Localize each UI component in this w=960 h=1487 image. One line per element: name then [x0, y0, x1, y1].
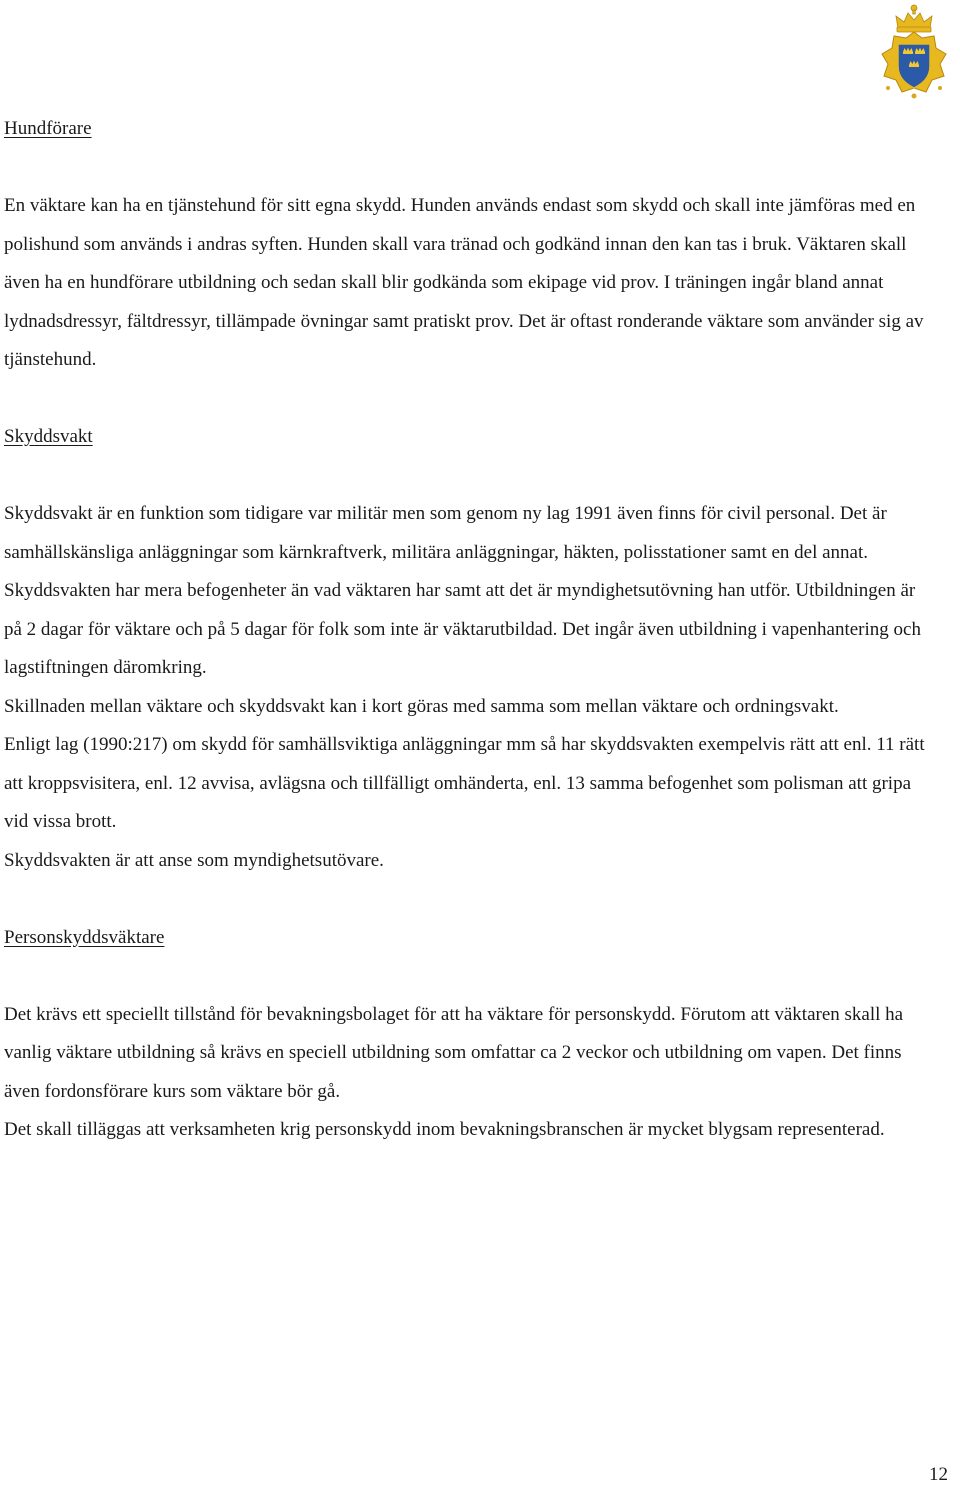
document-body — [4, 110, 934, 1150]
paragraph: Skyddsvakt är en funktion som tidigare var militär men som genom ny lag 1991 även finns för civil personal. Det är samhällskänsliga anläggningar som kärnkraftverk, militära anläggningar, häkten, polisstationer samt en del annat. — [4, 503, 887, 563]
section-heading-skyddsvakt: Skyddsvakt — [4, 426, 93, 447]
paragraph: Skyddsvakten har mera befogenheter än vad väktaren har samt att det är myndighetsutövning han utför. Utbildningen är på 2 dagar för väktare och på 5 dagar för folk som inte är väktarutbildad. Det ingår även utbildning i vapenhantering och lagstiftningen däromkring. — [4, 580, 921, 678]
paragraph: Skyddsvakten är att anse som myndighetsutövare. — [4, 849, 384, 871]
swedish-police-crest-icon — [874, 2, 954, 106]
paragraph: Det skall tilläggas att verksamheten krig personskydd inom bevakningsbranschen är mycket blygsam representerad. — [4, 1119, 885, 1140]
section-heading-hundforare: Hundförare — [4, 118, 92, 139]
paragraph: Enligt lag (1990:217) om skydd för samhällsviktiga anläggningar mm så har skyddsvakten exempelvis rätt att enl. 11 rätt att kroppsvisitera, enl. 12 avvisa, avlägsna och tillfälligt omhänderta, enl. 13 samma befogenhet som polisman att gripa vid vissa brott. — [4, 734, 925, 832]
paragraph: Det krävs ett speciellt tillstånd för bevakningsbolaget för att ha väktare för personskydd. Förutom att väktaren skall ha vanlig väktare utbildning så krävs en speciell utbildning som omfattar ca 2 veckor och utbildning om vapen. Det finns även fordonsförare kurs som väktare bör gå. — [4, 1003, 904, 1102]
page-number: 12 — [929, 1464, 948, 1485]
paragraph: Skillnaden mellan väktare och skyddsvakt kan i kort göras med samma som mellan väktare och ordningsvakt. — [4, 695, 839, 717]
section-heading-personskyddsvaktare: Personskyddsväktare — [4, 926, 165, 948]
paragraph: En väktare kan ha en tjänstehund för sitt egna skydd. Hunden används endast som skydd och skall inte jämföras med en polishund som används i andras syften. Hunden skall vara tränad och godkänd innan den kan tas i bruk. Väktaren skall även ha en hundförare utbildning och sedan skall blir godkända som ekipage vid prov. I träningen ingår bland annat lydnadsdressyr, fältdressyr, tillämpade övningar samt pratiskt prov. Det är oftast ronderande väktare som använder sig av tjänstehund. — [4, 195, 924, 370]
